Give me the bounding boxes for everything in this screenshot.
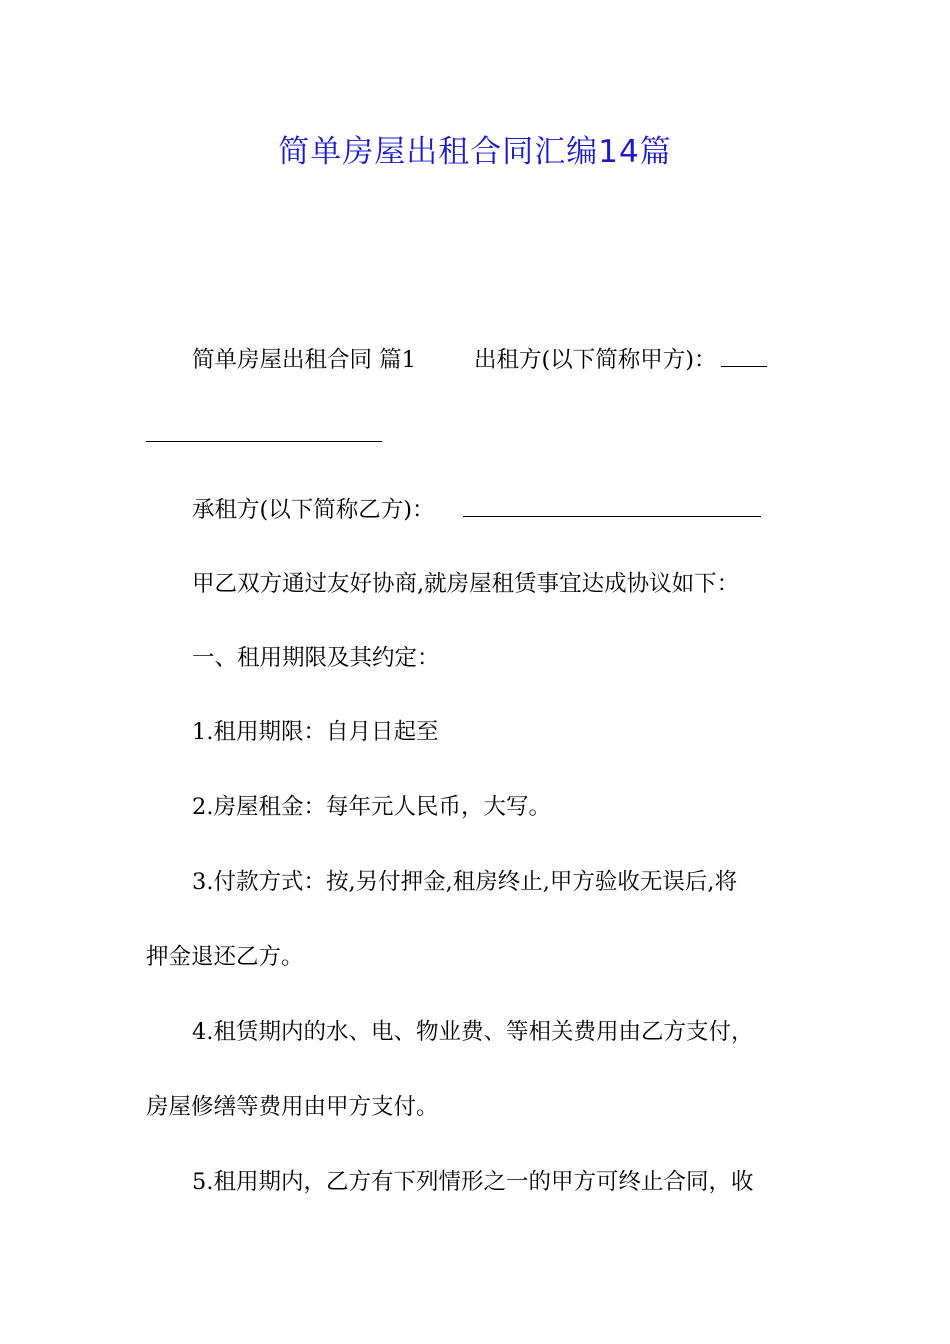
paragraph-1-line-2 — [146, 418, 382, 452]
paragraph-5: 1.租用期限：自月日起至 — [192, 719, 439, 745]
paragraph-9-line-1: 5.租用期内，乙方有下列情形之一的甲方可终止合同，收 — [192, 1169, 754, 1195]
section-heading: 简单房屋出租合同 篇1 — [192, 347, 416, 373]
lessor-blank-line — [721, 344, 767, 367]
paragraph-7-line-2: 押金退还乙方。 — [146, 944, 304, 970]
lessor-blank-line-continued — [146, 419, 382, 442]
lessee-label: 承租方(以下简称乙方)： — [192, 497, 435, 523]
paragraph-6: 2.房屋租金：每年元人民币，大写。 — [192, 794, 551, 820]
paragraph-8-line-1: 4.租赁期内的水、电、物业费、等相关费用由乙方支付， — [192, 1019, 754, 1045]
paragraph-8-line-2: 房屋修缮等费用由甲方支付。 — [146, 1094, 439, 1120]
lessor-label: 出租方(以下简称甲方)： — [473, 347, 717, 373]
paragraph-1-line-1 — [192, 343, 767, 377]
paragraph-4: 一、租用期限及其约定： — [192, 645, 440, 671]
lessee-blank-line — [463, 494, 761, 517]
paragraph-7-line-1: 3.付款方式：按,另付押金,租房终止,甲方验收无误后,将 — [192, 869, 738, 895]
paragraph-2 — [192, 493, 761, 527]
paragraph-3: 甲乙双方通过友好协商,就房屋租赁事宜达成协议如下： — [192, 571, 740, 597]
document-title: 简单房屋出租合同汇编14篇 — [278, 134, 672, 170]
